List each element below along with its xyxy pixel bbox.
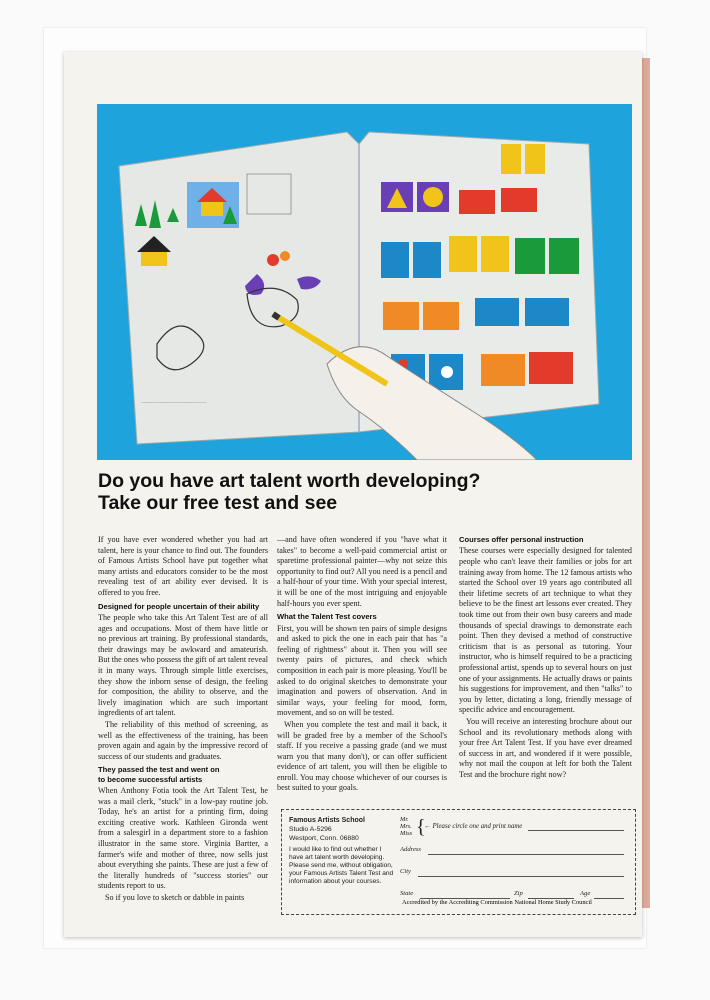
headline-line-2: Take our free test and see: [98, 492, 338, 514]
paragraph: —and have often wondered if you "have what it takes" to become a well-paid commercial artist or sparetime professional painter—why not seize this opportunity to find out? All you need is a pencil and a half-hour of your time. With your special interest, it will be one of the most intriguing and enjoyable half-hours you ever spent.: [277, 535, 447, 608]
paragraph: When you complete the test and mail it back, it will be graded free by a member of the School's staff. If you receive a passing grade (and we must warn you that many don't), or can offer sufficient evidence of art talent, you will then be eligible to enroll. You may choose whichever of our courses is best suited to your goals.: [277, 719, 447, 793]
paragraph: First, you will be shown ten pairs of simple designs and asked to pick the one in each pair that has "a feeling of rightness" about it. Then you will see twenty pairs of pictures, and check which composition in each pair is more pleasing. You'll be asked to do original sketches to demonstrate your imagination and powers of observation. And in similar ways, your feeling for mood, form, movement, and so on will be tested.: [277, 623, 447, 718]
hero-illustration: [97, 104, 632, 460]
coupon-request-text: I would like to find out whether I have art talent worth developing. Please send me, without obligation, your Famous Artists Talent Test and information about your courses.: [289, 846, 394, 885]
column-3: [459, 535, 632, 781]
city-field-line[interactable]: [418, 876, 624, 877]
paragraph: You will receive an interesting brochure about our School and its revolutionary methods along with your free Art Talent Test. If you have ever dreamed of success in art, and wondered if it were possible, why not mail the coupon at left for both the Talent Test and the brochure right now?: [459, 716, 632, 779]
column-1: [98, 535, 268, 905]
paragraph: The people who take this Art Talent Test are of all ages and occupations. Most of them have little or no previous art training. By professional standards, their drawings may be awkward and amateurish. But the ones who possess the gift of art talent reveal it in many ways. Through simple little exercises, they show the inborn sense of design, the feeling for composition, the ability to observe, and the lively imagination which are such important ingredients of art talent.: [98, 612, 268, 718]
paragraph: These courses were especially designed for talented people who can't leave their families or jobs for art training away from home. The 12 famous artists who started the School over 19 years ago contributed all their lifetime secrets of art technique to what they believe to be the finest art lessons ever created. They took time out from their own busy careers and made thousands of special drawings to demonstrate each point. Then they devised a method of constructive criticism that is as personal as tutoring. Your instructor, who is himself required to be a practicing professional artist, spends up to several hours on just one of your assignments. He actually draws or paints his suggestions for improvement, and then "talks" to you by letter, dictating a long, friendly message of specific advice and encouragement.: [459, 546, 632, 715]
title-mrs[interactable]: Mrs.: [400, 823, 412, 830]
subheading-line: to become successful artists: [98, 774, 203, 784]
title-bracket: {: [416, 816, 426, 838]
coupon-school-info: [289, 816, 397, 886]
paragraph: When Anthony Fotia took the Art Talent Test, he was a mail clerk, "stuck" in a low-pay routine job. Today, he's an artist for a printing firm, doing exciting creative work. Kathleen Gironda went from a salesgirl in a department store to a fashion illustrator in the same store. Virginia Bartter, a farmer's wife and mother of three, now sells just about everything she paints. These are just a few of the literally hundreds of "success stories" our students report to us.: [98, 786, 268, 891]
circle-hint: ← Please circle one and print name: [424, 823, 523, 830]
age-field-line[interactable]: [594, 898, 624, 899]
accreditation-note: Accredited by the Accrediting Commission National Home Study Council: [402, 899, 592, 906]
paragraph: The reliability of this method of screening, as well as the effectiveness of the training, has been proven again and again by the impressive record of success of our students and graduates.: [98, 719, 268, 761]
state-label: State: [400, 890, 414, 897]
headline-line-1: Do you have art talent worth developing?: [98, 470, 481, 492]
address-label: Address: [400, 846, 422, 853]
subheading-line: They passed the test and went on: [98, 765, 220, 775]
paragraph: If you have ever wondered whether you had art talent, here is your chance to find out. The founders of Famous Artists School have put together what many artists and educators consider to be the most revealing test of art ability ever devised. It is offered to you free.: [98, 535, 268, 597]
subheading: Courses offer personal instruction: [459, 535, 584, 544]
advertisement-page: [64, 52, 642, 937]
title-mr[interactable]: Mr.: [400, 816, 409, 823]
column-2: [277, 535, 447, 795]
address-field-line[interactable]: [428, 854, 624, 855]
svg-text:~~~~~~~~~~~~~~~~~~~~~~~~~~~~: ~~~~~~~~~~~~~~~~~~~~~~~~~~~~: [141, 400, 207, 405]
subheading: Designed for people uncertain of their ability: [98, 601, 260, 611]
title-miss[interactable]: Miss: [400, 830, 413, 837]
headline: [98, 470, 618, 514]
subheading: What the Talent Test covers: [277, 612, 377, 622]
name-field-line[interactable]: [528, 830, 624, 831]
talent-test-book-illustration: [97, 104, 632, 460]
title-options[interactable]: [400, 816, 412, 837]
school-city: Westport, Conn. 06880: [289, 835, 359, 842]
mail-in-coupon[interactable]: [281, 809, 636, 915]
paragraph: So if you love to sketch or dabble in paints: [105, 893, 245, 903]
subheading: [98, 765, 268, 784]
school-name: Famous Artists School: [289, 817, 365, 824]
zip-label: Zip: [514, 890, 523, 897]
city-label: City: [400, 868, 411, 875]
age-label: Age: [580, 890, 591, 897]
studio-number: Studio A-5296: [289, 826, 332, 833]
